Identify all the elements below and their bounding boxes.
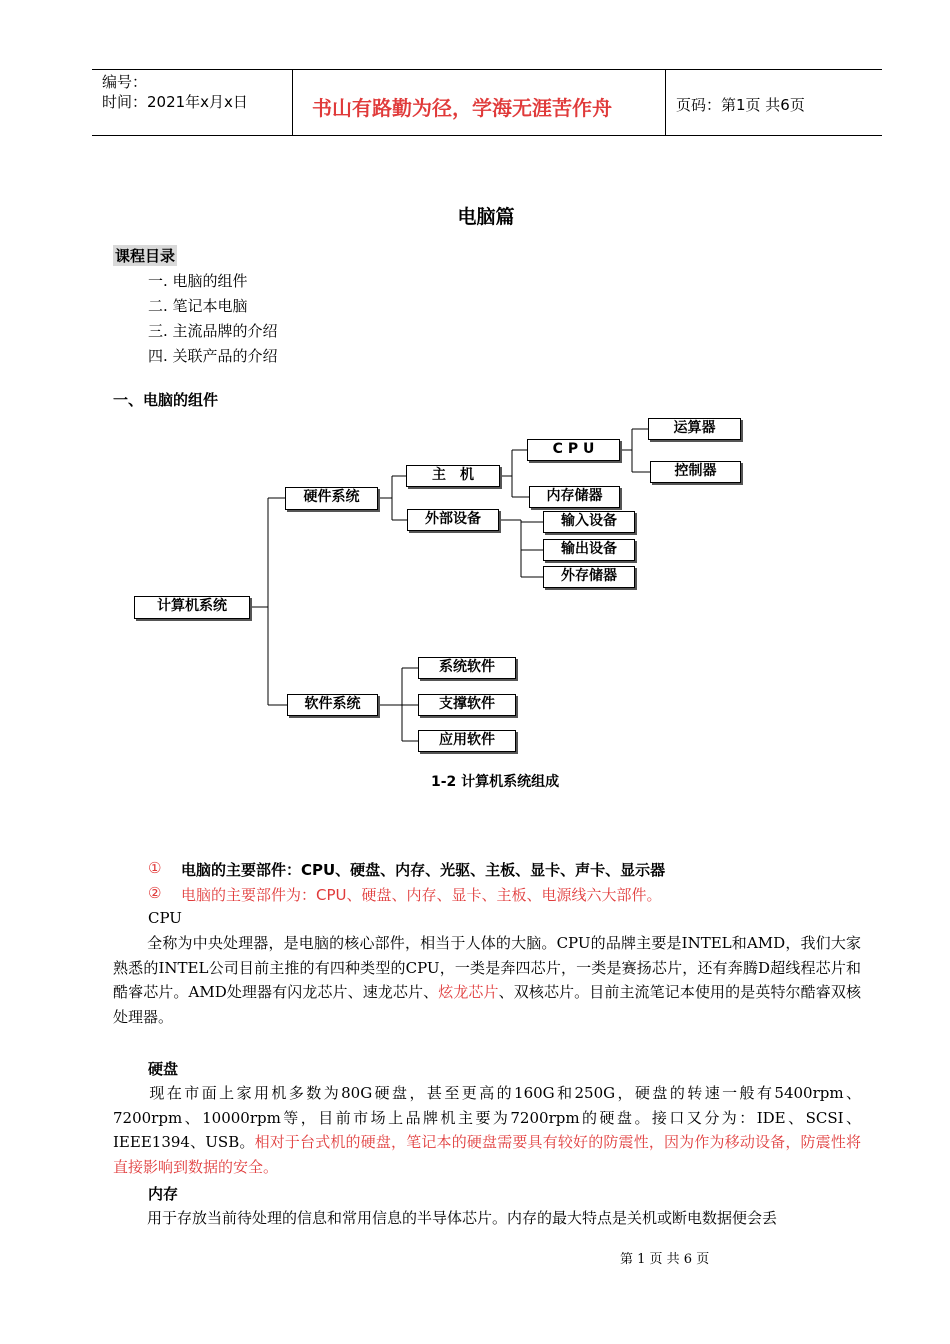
- toc-item: 一. 电脑的组件: [148, 272, 248, 290]
- header-number-label: 编号：: [102, 73, 148, 91]
- section-heading: 一、电脑的组件: [113, 391, 219, 409]
- point-marker: ①: [148, 859, 162, 877]
- ram-paragraph-text: 用于存放当前待处理的信息和常用信息的半导体芯片。内存的最大特点是关机或断电数据便会丢: [147, 1209, 778, 1227]
- header-time-label: 时间：2021年x月x日: [102, 93, 248, 111]
- hdd-paragraph-text: 现在市面上家用机多数为80G硬盘，甚至更高的160G和250G，硬盘的转速一般有5400rpm、7200rpm、10000rpm等，目前市场上品牌机主要为7200rpm的硬盘。接口又分为：IDE、SCSI、IEEE1394、USB。: [113, 1084, 861, 1151]
- toc-item: 二. 笔记本电脑: [148, 297, 248, 315]
- hdd-paragraph: [113, 1081, 861, 1179]
- page-title: 电脑篇: [457, 206, 515, 228]
- diagram-node-memory: 内存储器: [529, 486, 620, 508]
- diagram-node-support-software: 支撑软件: [418, 694, 516, 716]
- cpu-paragraph-text-a: 全称为中央处理器，是电脑的核心部件，相当于人体的大脑。CPU的品牌主要是INTEL和AMD，我们大家熟悉的INTEL公司目前主推的有四种类型的CPU，一类是奔四芯片，一类是赛扬芯片，还有奔腾D超线程芯片和酷睿芯片。AMD处理器有闪龙芯片、速龙芯片、: [113, 934, 861, 1001]
- diagram-node-storage: 外存储器: [543, 566, 635, 588]
- diagram-node-cpu: C P U: [527, 439, 620, 461]
- header-page-info: 页码：第1页 共6页: [676, 96, 805, 114]
- diagram-node-system-software: 系统软件: [418, 657, 516, 679]
- cpu-paragraph: [113, 931, 861, 1029]
- diagram-node-root: 计算机系统: [134, 596, 250, 619]
- ram-paragraph: [113, 1206, 861, 1231]
- header-motto: 书山有路勤为径，学海无涯苦作舟: [312, 96, 612, 120]
- footer-page-number: 第 1 页 共 6 页: [620, 1252, 710, 1267]
- hdd-paragraph-highlight: 相对于台式机的硬盘，笔记本的硬盘需要具有较好的防震性，因为作为移动设备，防震性将直接影响到数据的安全。: [113, 1133, 862, 1176]
- diagram-node-peripherals: 外部设备: [407, 509, 499, 531]
- diagram-node-hardware: 硬件系统: [285, 487, 378, 510]
- diagram-node-alu: 运算器: [648, 418, 741, 440]
- diagram-node-host: 主 机: [406, 465, 500, 487]
- toc-item: 三. 主流品牌的介绍: [148, 322, 278, 340]
- point-text: 电脑的主要部件：CPU、硬盘、内存、光驱、主板、显卡、声卡、显示器: [181, 861, 666, 879]
- point-text: 电脑的主要部件为：CPU、硬盘、内存、显卡、主板、电源线六大部件。: [181, 886, 662, 904]
- diagram-node-controller: 控制器: [650, 461, 741, 483]
- diagram-node-input: 输入设备: [543, 511, 635, 533]
- hdd-heading: 硬盘: [148, 1060, 179, 1078]
- cpu-heading: CPU: [148, 909, 182, 927]
- diagram-caption: 1-2 计算机系统组成: [431, 774, 560, 790]
- diagram-node-software: 软件系统: [287, 694, 378, 716]
- diagram-node-application-software: 应用软件: [418, 730, 516, 752]
- cpu-paragraph-text-b: 、双核芯片。目前主流笔记本使用的是英特尔酷睿双核处理器。: [113, 983, 861, 1026]
- toc-item: 四. 关联产品的介绍: [148, 347, 278, 365]
- toc-heading: 课程目录: [115, 247, 176, 265]
- diagram-node-output: 输出设备: [543, 539, 635, 561]
- point-marker: ②: [148, 884, 162, 902]
- ram-heading: 内存: [148, 1185, 179, 1203]
- cpu-paragraph-highlight: 炫龙芯片: [438, 983, 499, 1001]
